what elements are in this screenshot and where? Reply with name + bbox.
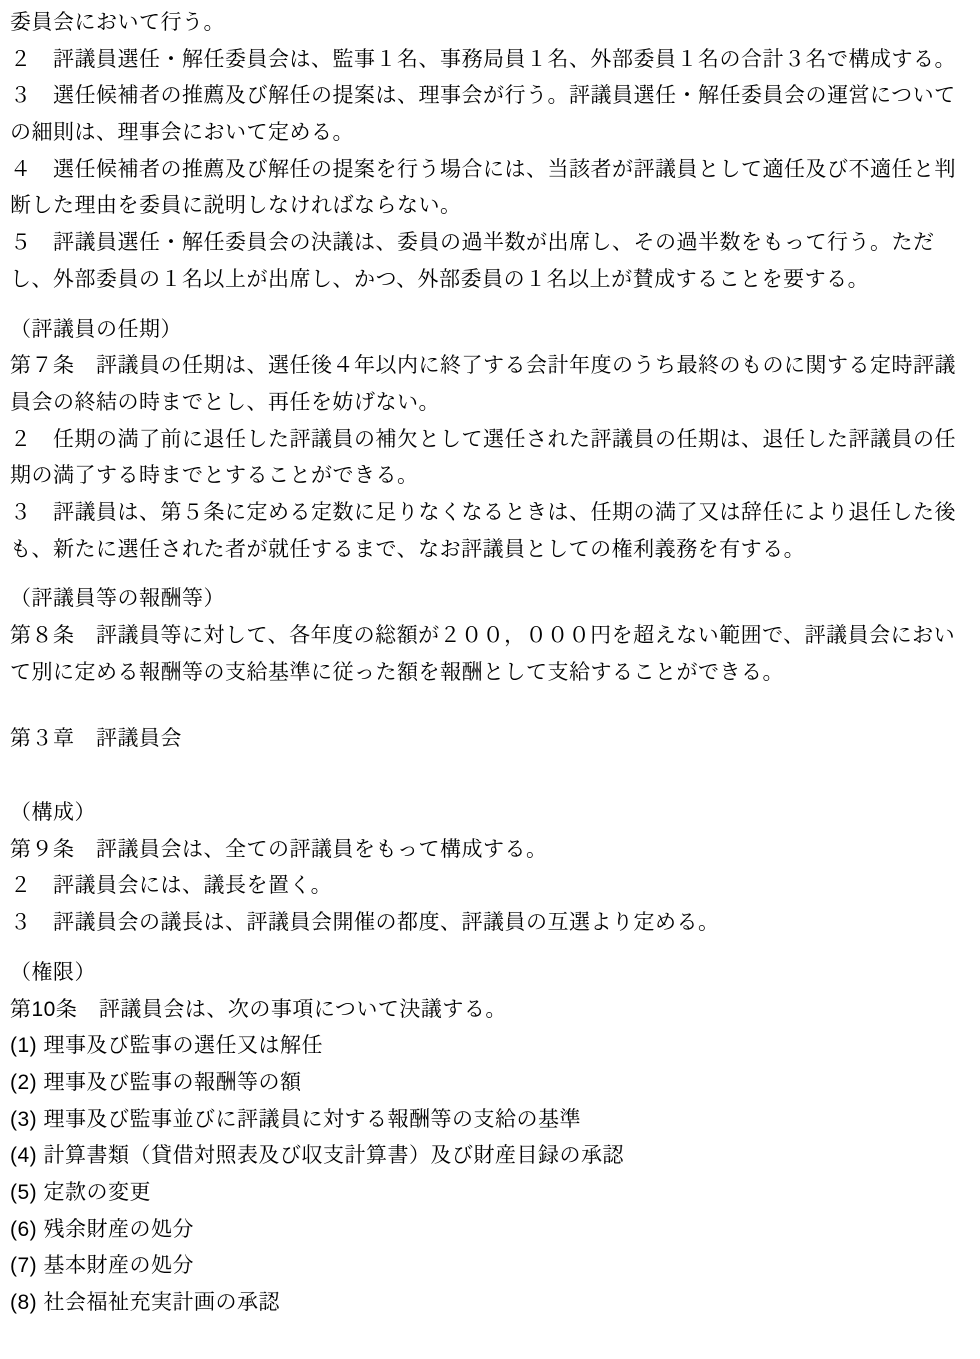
text-line: 期の満了する時までとすることができる。	[10, 464, 419, 488]
text-line: の細則は、理事会において定める。	[10, 121, 354, 145]
text-line: ３ 評議員は、第５条に定める定数に足りなくなるときは、任期の満了又は辞任により退任した後	[10, 500, 956, 524]
text-line: 第７条 評議員の任期は、選任後４年以内に終了する会計年度のうち最終のものに関する定時評議	[10, 354, 956, 378]
text-line: ４ 選任候補者の推薦及び解任の提案を行う場合には、当該者が評議員として適任及び不適任と判	[10, 157, 956, 181]
text-line: 委員会において行う。	[10, 11, 225, 34]
text-line: （評議員の任期）	[10, 317, 182, 341]
text-line: ２ 任期の満了前に退任した評議員の補欠として選任された評議員の任期は、退任した評議員の任	[10, 427, 956, 451]
text-line: ３ 評議員会の議長は、評議員会開催の都度、評議員の互選より定める。	[10, 911, 720, 935]
text-line: も、新たに選任された者が就任するまで、なお評議員としての権利義務を有する。	[10, 537, 806, 561]
text-line: 第３章 評議員会	[10, 727, 182, 751]
text-line: 第10条 評議員会は、次の事項について決議する。	[10, 997, 507, 1021]
text-line: し、外部委員の１名以上が出席し、かつ、外部委員の１名以上が賛成することを要する。	[10, 267, 870, 291]
section-selection-committee	[10, 5, 970, 299]
text-line: ３ 選任候補者の推薦及び解任の提案は、理事会が行う。評議員選任・解任委員会の運営について	[10, 84, 956, 108]
text-line: (2) 理事及び監事の報酬等の額	[10, 1070, 302, 1094]
section-composition	[10, 795, 970, 942]
text-line: (7) 基本財産の処分	[10, 1254, 194, 1278]
text-line: （権限）	[10, 960, 96, 984]
text-line: (8) 社会福祉充実計画の承認	[10, 1291, 280, 1314]
text-line: (4) 計算書類（貸借対照表及び収支計算書）及び財産目録の承認	[10, 1144, 624, 1168]
text-line: (1) 理事及び監事の選任又は解任	[10, 1034, 323, 1058]
text-line: ２ 評議員会には、議長を置く。	[10, 874, 333, 898]
section-powers	[10, 955, 970, 1322]
text-line: て別に定める報酬等の支給基準に従った額を報酬として支給することができる。	[10, 660, 784, 684]
text-line: （評議員等の報酬等）	[10, 587, 225, 611]
text-line: 員会の終結の時までとし、再任を妨げない。	[10, 390, 440, 414]
text-line: (6) 残余財産の処分	[10, 1217, 194, 1241]
text-line: 第９条 評議員会は、全ての評議員をもって構成する。	[10, 837, 548, 861]
text-line: (3) 理事及び監事並びに評議員に対する報酬等の支給の基準	[10, 1107, 581, 1131]
chapter-heading	[10, 721, 970, 758]
section-term-of-office	[10, 312, 970, 569]
text-line: （構成）	[10, 801, 96, 825]
text-line: (5) 定款の変更	[10, 1180, 151, 1204]
text-line: ２ 評議員選任・解任委員会は、監事１名、事務局員１名、外部委員１名の合計３名で構成する。	[10, 47, 956, 71]
text-line: ５ 評議員選任・解任委員会の決議は、委員の過半数が出席し、その過半数をもって行う。ただ	[10, 231, 935, 255]
text-line: 断した理由を委員に説明しなければならない。	[10, 194, 462, 218]
section-remuneration	[10, 581, 970, 691]
text-line: 第８条 評議員等に対して、各年度の総額が２００，０００円を超えない範囲で、評議員会におい	[10, 624, 956, 647]
